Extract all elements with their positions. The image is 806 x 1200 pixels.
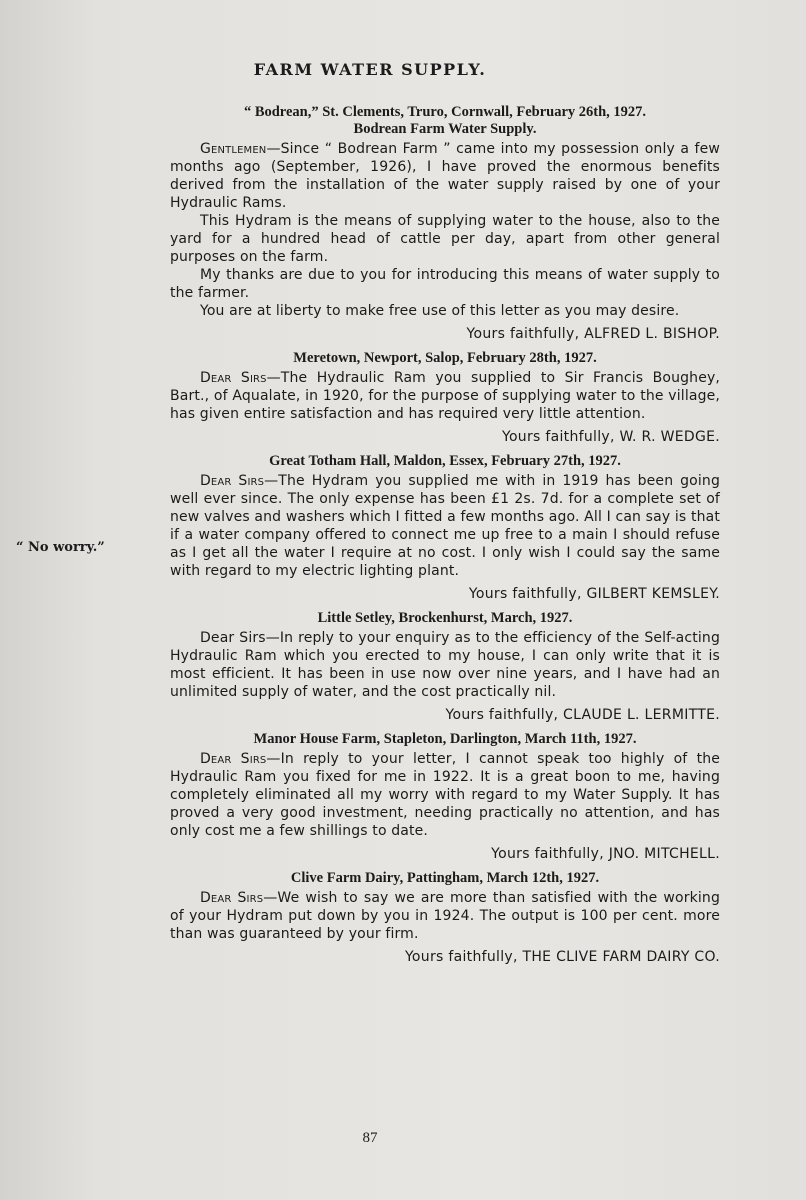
letter-clive-farm bbox=[170, 870, 720, 967]
letter-paragraph bbox=[170, 369, 720, 423]
page-number: 87 bbox=[362, 1130, 378, 1146]
letter-heading: “ Bodrean,” St. Clements, Truro, Cornwall, February 26th, 1927. bbox=[243, 104, 647, 120]
letter-paragraph bbox=[170, 472, 720, 580]
letter-signature: Yours faithfully, JNO. MITCHELL. bbox=[491, 846, 720, 862]
paragraph-text: —We wish to say we are more than satisfied with the working of your Hydram put down by you in 1924. The output is 100 per cent. more than was guaranteed by your firm. bbox=[170, 890, 720, 942]
salutation: Dear Sirs bbox=[200, 630, 266, 646]
letter-lermitte bbox=[170, 610, 720, 725]
letter-signature: Yours faithfully, ALFRED L. BISHOP. bbox=[466, 326, 720, 342]
letter-paragraph bbox=[170, 750, 720, 840]
salutation: Dear Sirs bbox=[200, 890, 264, 906]
letter-wedge bbox=[170, 350, 720, 447]
letter-kemsley bbox=[170, 453, 720, 604]
letter-heading: Great Totham Hall, Maldon, Essex, February 27th, 1927. bbox=[269, 453, 621, 469]
letter-heading: Meretown, Newport, Salop, February 28th, 1927. bbox=[293, 350, 597, 366]
letter-signature: Yours faithfully, W. R. WEDGE. bbox=[501, 429, 720, 445]
salutation: Dear Sirs bbox=[200, 473, 265, 489]
letter-paragraph bbox=[170, 140, 720, 212]
letter-heading: Little Setley, Brockenhurst, March, 1927. bbox=[317, 610, 573, 626]
letter-bishop bbox=[170, 104, 720, 344]
letter-paragraph: This Hydram is the means of supplying water to the house, also to the yard for a hundred head of cattle per day, apart from other general purposes on the farm. bbox=[170, 213, 720, 265]
letter-paragraph: You are at liberty to make free use of this letter as you may desire. bbox=[200, 303, 680, 319]
letter-signature: Yours faithfully, CLAUDE L. LERMITTE. bbox=[445, 707, 720, 723]
letter-mitchell bbox=[170, 731, 720, 864]
letter-subheading: Bodrean Farm Water Supply. bbox=[353, 121, 537, 137]
letters-container bbox=[170, 104, 720, 973]
letter-paragraph bbox=[170, 629, 720, 701]
paragraph-text: —The Hydraulic Ram you supplied to Sir Francis Boughey, Bart., of Aqualate, in 1920, for the purpose of supplying water to the village, has given entire satisfaction and has required very little attention. bbox=[170, 370, 720, 422]
paragraph-text: —The Hydram you supplied me with in 1919 has been going well ever since. The only expense has been £1 2s. 7d. for a complete set of new valves and washers which I fitted a few months ago. All I can say is that if a water company offered to connect me up free to a main I should refuse as I get all the water I require at no cost. I only wish I could say the same with regard to my electric lighting plant. bbox=[170, 473, 720, 579]
margin-note: “ No worry.” bbox=[16, 540, 105, 555]
page-title: FARM WATER SUPPLY. bbox=[253, 60, 487, 79]
salutation: Gentlemen bbox=[200, 141, 267, 157]
paragraph-text: —In reply to your letter, I cannot speak too highly of the Hydraulic Ram you fixed for me in 1922. It is a great boon to me, having completely eliminated all my worry with regard to my Water Supply. It has proved a very good investment, needing practically no attention, and has only cost me a few shillings to date. bbox=[170, 751, 720, 839]
letter-heading: Manor House Farm, Stapleton, Darlington, March 11th, 1927. bbox=[253, 731, 637, 747]
letter-heading: Clive Farm Dairy, Pattingham, March 12th, 1927. bbox=[290, 870, 600, 886]
paragraph-text: —In reply to your enquiry as to the efficiency of the Self-acting Hydraulic Ram which you erected to my house, I can only write that it is most efficient. It has been in use now over nine years, and I have had an unlimited supply of water, and the cost practically nil. bbox=[170, 630, 720, 700]
paragraph-text: —Since “ Bodrean Farm ” came into my possession only a few months ago (September, 1926), I have proved the enormous benefits derived from the installation of the water supply raised by one of your Hydraulic Rams. bbox=[170, 141, 720, 211]
letter-paragraph bbox=[170, 889, 720, 943]
salutation: Dear Sirs bbox=[200, 751, 267, 767]
letter-signature: Yours faithfully, GILBERT KEMSLEY. bbox=[468, 586, 720, 602]
salutation: Dear Sirs bbox=[200, 370, 267, 386]
letter-signature: Yours faithfully, THE CLIVE FARM DAIRY CO. bbox=[404, 949, 720, 965]
letter-paragraph: My thanks are due to you for introducing this means of water supply to the farmer. bbox=[170, 267, 720, 301]
